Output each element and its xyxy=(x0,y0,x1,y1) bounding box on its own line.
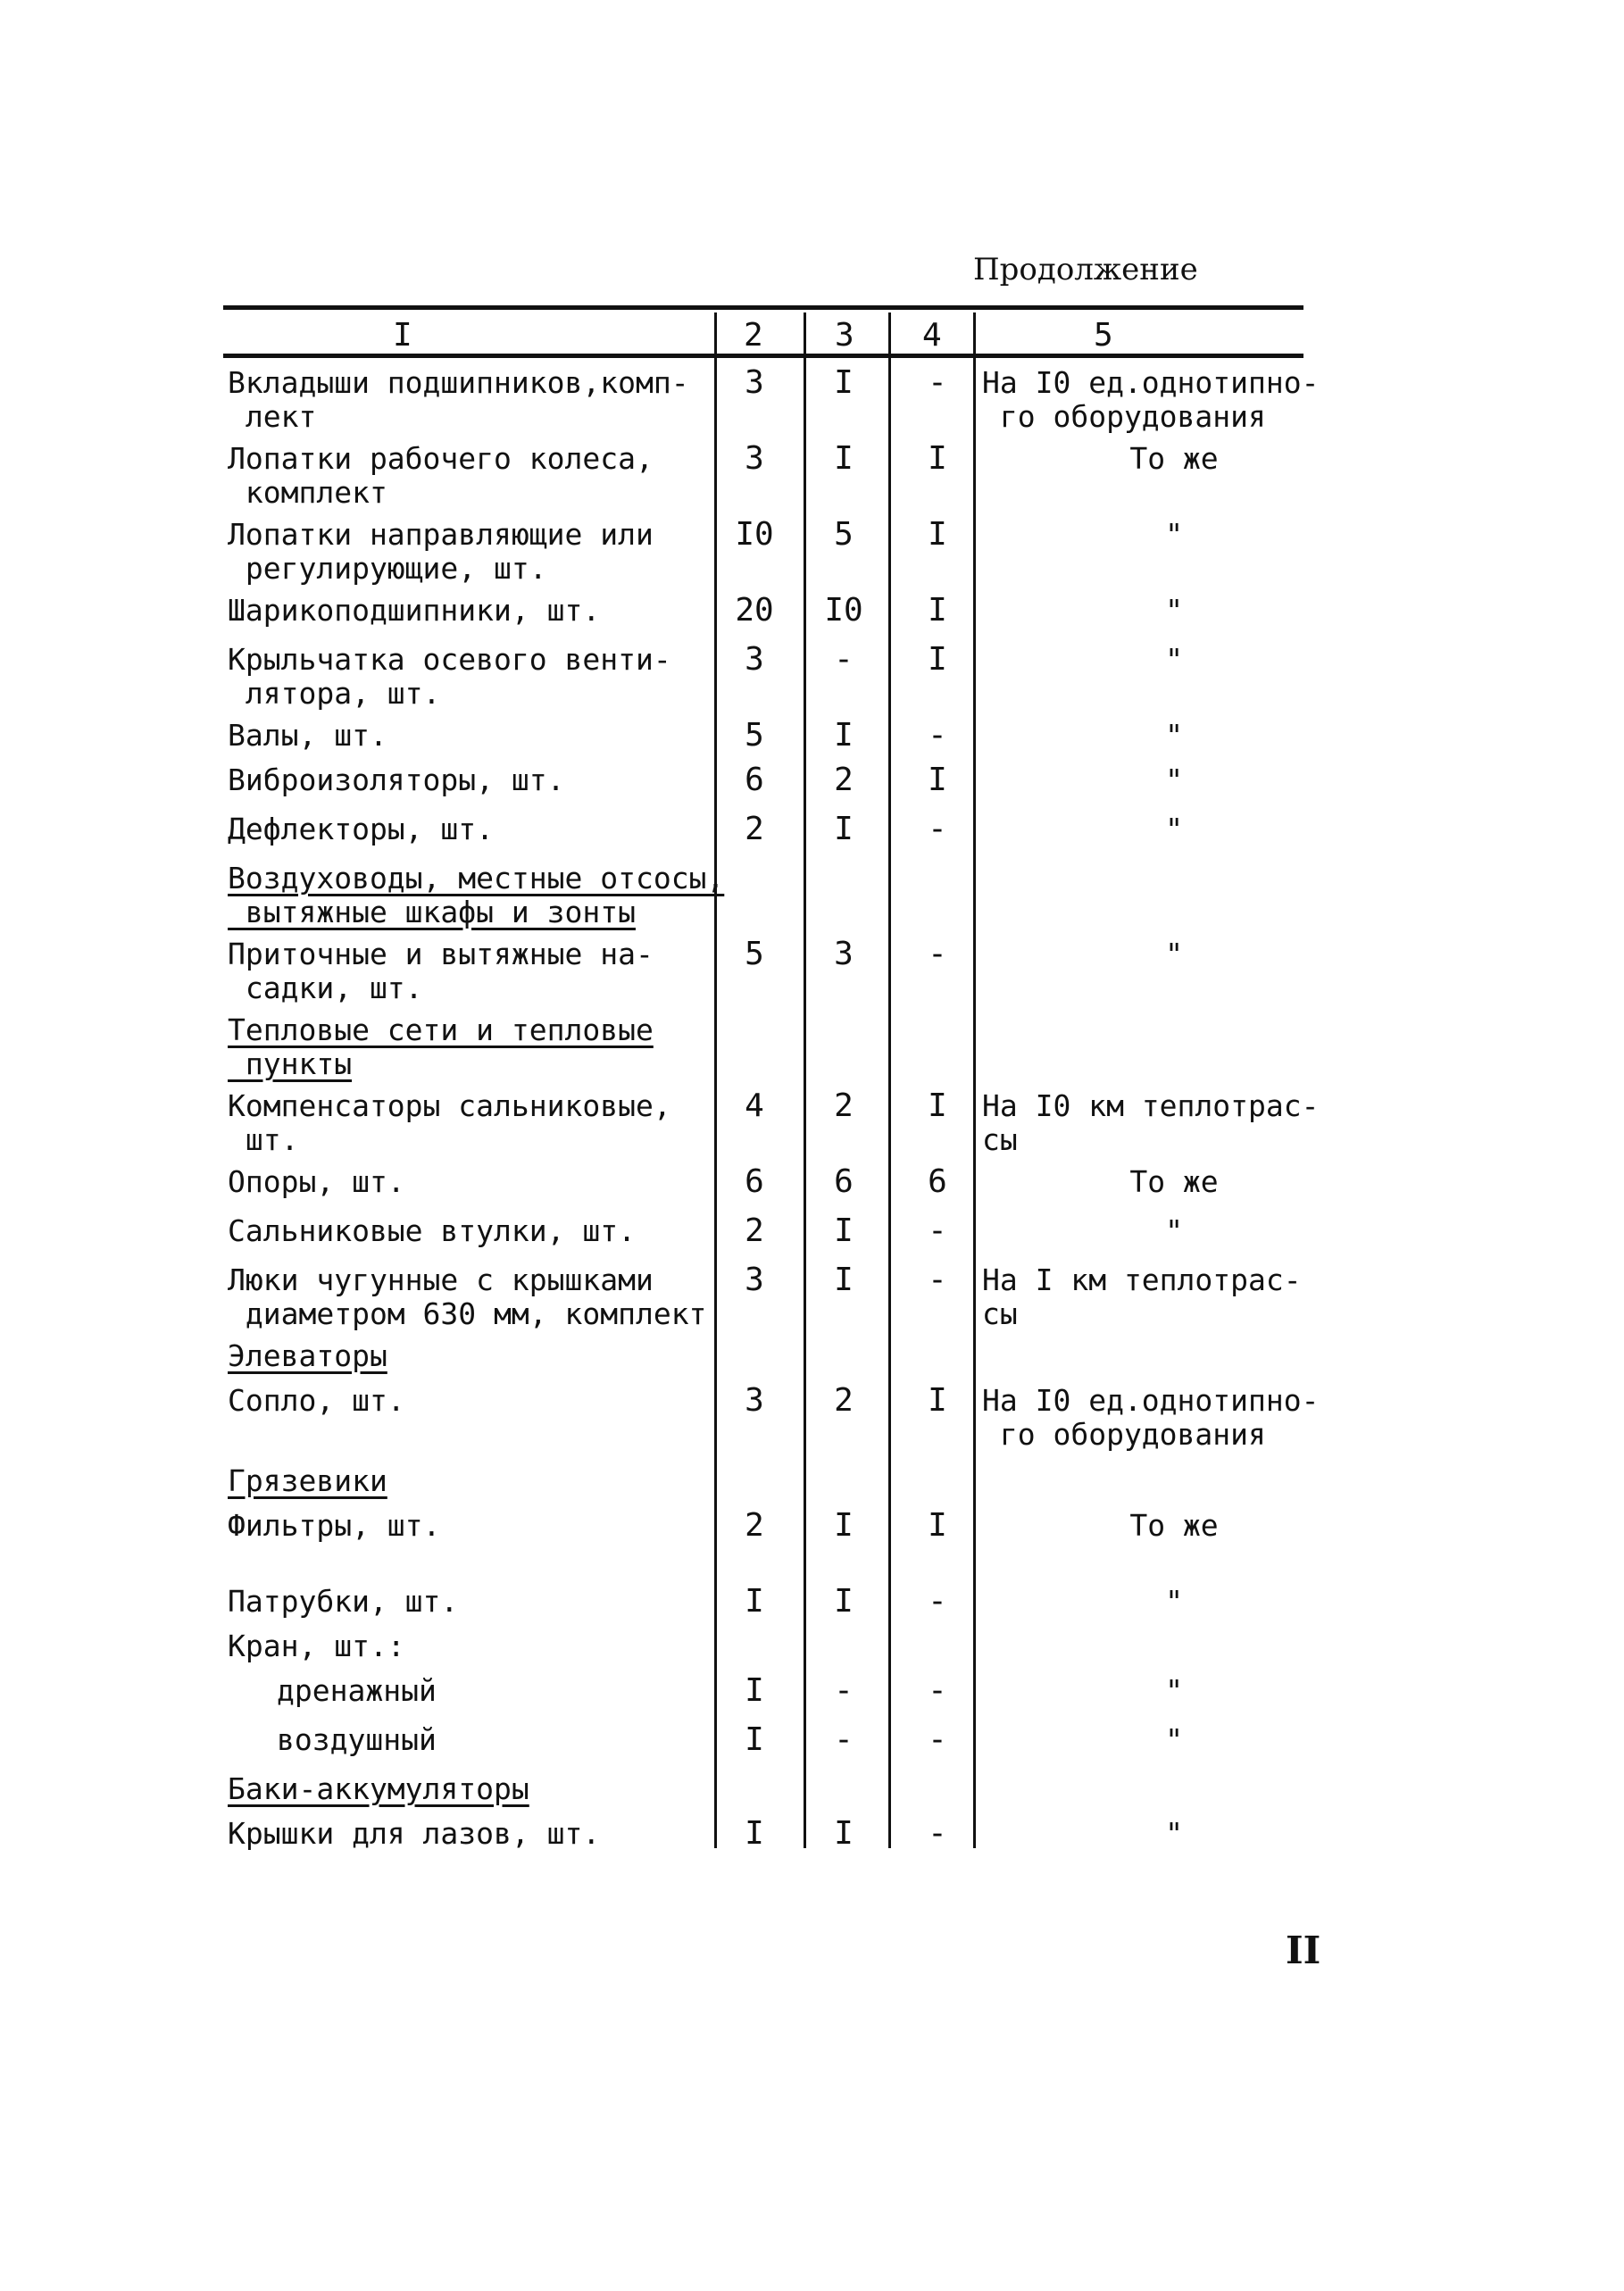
header-col-3: 3 xyxy=(835,317,854,354)
item-name: Патрубки, шт. xyxy=(228,1584,459,1619)
qty-col-3: 2 xyxy=(834,1087,854,1124)
qty-col-2: 6 xyxy=(745,762,764,798)
item-name: Вкладыши подшипников,комп- лект xyxy=(228,365,689,434)
qty-col-4: - xyxy=(928,1212,947,1249)
section-heading: Тепловые сети и тепловые пункты xyxy=(228,1012,654,1081)
note-cell: " xyxy=(1165,812,1183,846)
note-cell: " xyxy=(1165,1722,1183,1757)
qty-col-3: I xyxy=(834,440,854,477)
item-name: Фильтры, шт. xyxy=(228,1508,441,1543)
qty-col-4: I xyxy=(928,1087,947,1124)
qty-col-4: - xyxy=(928,364,947,401)
qty-col-2: 2 xyxy=(745,811,764,847)
qty-col-3: 2 xyxy=(834,1382,854,1419)
qty-col-2: 6 xyxy=(745,1163,764,1200)
continuation-label: Продолжение xyxy=(973,252,1198,287)
qty-col-4: - xyxy=(928,936,947,972)
item-name: Шарикоподшипники, шт. xyxy=(228,593,601,628)
qty-col-3: I xyxy=(834,1507,854,1544)
note-cell: " xyxy=(1165,762,1183,797)
qty-col-4: - xyxy=(928,811,947,847)
qty-col-2: 3 xyxy=(745,1262,764,1298)
note-cell: То же xyxy=(1129,1508,1219,1543)
qty-col-4: - xyxy=(928,1583,947,1620)
note-cell: " xyxy=(1165,718,1183,753)
qty-col-4: I xyxy=(928,440,947,477)
header-col-1: I xyxy=(393,317,412,354)
note-cell: На I0 ед.однотипно- го оборудования xyxy=(982,365,1320,434)
section-heading: Воздуховоды, местные отсосы, вытяжные шкафы и зонты xyxy=(228,861,725,929)
qty-col-3: 2 xyxy=(834,762,854,798)
item-name: Компенсаторы сальниковые, шт. xyxy=(228,1088,671,1157)
qty-col-4: I xyxy=(928,1507,947,1544)
section-heading: Баки-аккумуляторы xyxy=(228,1771,529,1806)
item-name: дренажный xyxy=(277,1673,437,1708)
header-col-4: 4 xyxy=(922,317,942,354)
header-col-2: 2 xyxy=(744,317,763,354)
qty-col-2: I xyxy=(745,1583,764,1620)
qty-col-3: - xyxy=(834,1672,854,1709)
qty-col-4: - xyxy=(928,1672,947,1709)
item-name: Сопло, шт. xyxy=(228,1383,405,1418)
note-cell: " xyxy=(1165,1584,1183,1619)
qty-col-3: 6 xyxy=(834,1163,854,1200)
note-cell: На I0 км теплотрас- сы xyxy=(982,1088,1320,1157)
note-cell: " xyxy=(1165,642,1183,677)
table-header-rule xyxy=(223,354,1303,358)
qty-col-2: 3 xyxy=(745,641,764,678)
qty-col-3: I xyxy=(834,1583,854,1620)
qty-col-4: I xyxy=(928,1382,947,1419)
item-name: Крыльчатка осевого венти- лятора, шт. xyxy=(228,642,671,711)
qty-col-3: I xyxy=(834,1262,854,1298)
item-name: Опоры, шт. xyxy=(228,1164,405,1199)
qty-col-3: I xyxy=(834,717,854,754)
item-name: Лопатки направляющие или регулирующие, шт. xyxy=(228,517,654,586)
note-cell: " xyxy=(1165,593,1183,628)
note-cell: " xyxy=(1165,1213,1183,1248)
qty-col-4: I xyxy=(928,762,947,798)
qty-col-3: I xyxy=(834,1212,854,1249)
note-cell: На I км теплотрас- сы xyxy=(982,1262,1302,1331)
note-cell: " xyxy=(1165,517,1183,552)
qty-col-2: I xyxy=(745,1815,764,1852)
qty-col-3: - xyxy=(834,641,854,678)
qty-col-3: I0 xyxy=(824,592,863,629)
section-heading: Грязевики xyxy=(228,1463,387,1498)
note-cell: " xyxy=(1165,1673,1183,1708)
item-name: Приточные и вытяжные на- садки, шт. xyxy=(228,937,654,1005)
qty-col-4: - xyxy=(928,1815,947,1852)
qty-col-4: I xyxy=(928,641,947,678)
item-name: воздушный xyxy=(277,1722,437,1757)
qty-col-3: I xyxy=(834,811,854,847)
qty-col-4: - xyxy=(928,717,947,754)
note-cell: " xyxy=(1165,1816,1183,1851)
qty-col-3: I xyxy=(834,1815,854,1852)
qty-col-2: I0 xyxy=(735,516,774,553)
item-name: Кран, шт.: xyxy=(228,1629,405,1663)
note-cell: " xyxy=(1165,937,1183,971)
note-cell: На I0 ед.однотипно- го оборудования xyxy=(982,1383,1320,1452)
item-name: Дефлекторы, шт. xyxy=(228,812,495,846)
section-heading: Элеваторы xyxy=(228,1338,387,1373)
item-name: Валы, шт. xyxy=(228,718,387,753)
qty-col-2: 5 xyxy=(745,717,764,754)
qty-col-4: I xyxy=(928,592,947,629)
qty-col-3: 5 xyxy=(834,516,854,553)
note-cell: То же xyxy=(1129,441,1219,476)
qty-col-2: 5 xyxy=(745,936,764,972)
qty-col-2: 2 xyxy=(745,1507,764,1544)
header-col-5: 5 xyxy=(1094,317,1113,354)
qty-col-2: 3 xyxy=(745,440,764,477)
qty-col-2: 20 xyxy=(735,592,774,629)
qty-col-3: - xyxy=(834,1721,854,1758)
table-top-rule xyxy=(223,305,1303,310)
note-cell: То же xyxy=(1129,1164,1219,1199)
qty-col-2: 3 xyxy=(745,1382,764,1419)
qty-col-4: - xyxy=(928,1721,947,1758)
qty-col-2: 2 xyxy=(745,1212,764,1249)
item-name: Люки чугунные с крышками диаметром 630 мм, комплект xyxy=(228,1262,707,1331)
item-name: Лопатки рабочего колеса, комплект xyxy=(228,441,654,510)
item-name: Сальниковые втулки, шт. xyxy=(228,1213,636,1248)
qty-col-4: 6 xyxy=(928,1163,947,1200)
page-number: II xyxy=(1286,1929,1321,1972)
qty-col-2: 4 xyxy=(745,1087,764,1124)
column-divider-3 xyxy=(888,312,891,1848)
qty-col-2: 3 xyxy=(745,364,764,401)
qty-col-2: I xyxy=(745,1721,764,1758)
item-name: Крышки для лазов, шт. xyxy=(228,1816,601,1851)
qty-col-3: I xyxy=(834,364,854,401)
qty-col-4: - xyxy=(928,1262,947,1298)
qty-col-3: 3 xyxy=(834,936,854,972)
qty-col-2: I xyxy=(745,1672,764,1709)
item-name: Виброизоляторы, шт. xyxy=(228,762,565,797)
qty-col-4: I xyxy=(928,516,947,553)
